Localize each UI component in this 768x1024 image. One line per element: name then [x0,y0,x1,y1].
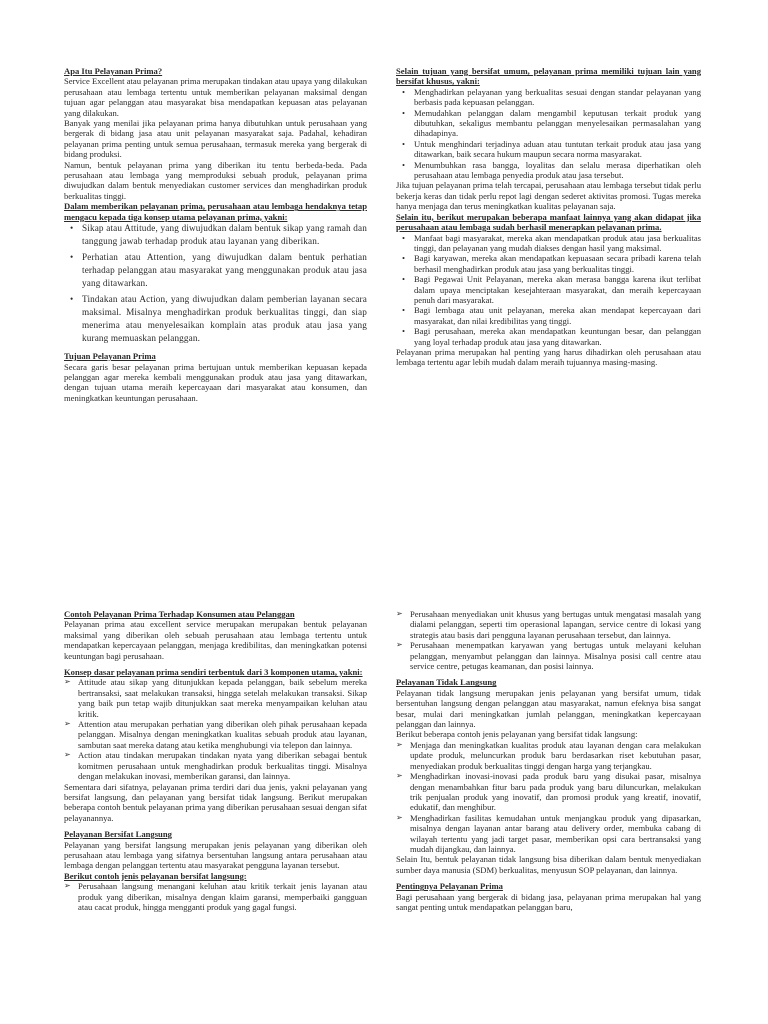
heading-contoh-pelayanan-prima: Contoh Pelayanan Prima Terhadap Konsumen atau Pelanggan [64,609,295,619]
paragraph: Selain Itu, bentuk pelayanan tidak langsung bisa diberikan dalam bentuk menyediakan sumber daya manusia (SDM) berkualitas, menyusun SOP pelayanan, dan lainnya. [396,854,701,875]
heading-contoh-langsung: Berikut contoh jenis pelayanan bersifat langsung: [64,870,247,881]
list-item: ➢ Attitude atau sikap yang ditunjukkan kepada pelanggan, baik sebelum mereka bertransaksi, saat melakukan transaksi, hingga setelah melakukan transaksi. Sikap yang baik pun tetap wajib ditunjukkan saat mereka menyampaikan keluhan atau kritik. [64,677,367,719]
heading-konsep-dasar: Konsep dasar pelayanan prima sendiri terbentuk dari 3 komponen utama, yakni: [64,667,363,678]
heading-pelayanan-bersifat-langsung: Pelayanan Bersifat Langsung [64,829,172,840]
section-top-right [396,66,701,368]
paragraph: Banyak yang menilai jika pelayanan prima hanya dibutuhkan untuk perusahaan yang bergerak di bidang jasa atau unit pelayanan masyarakat saja. Padahal, kehadiran pelayanan prima penting untuk semua perusahaan, termasuk mereka yang bergerak di bidang produksi. [64,118,367,160]
list-item: • Sikap atau Attitude, yang diwujudkan dalam bentuk sikap yang ramah dan tanggung jawab terhadap produk atau layanan yang diberikan. [64,222,367,248]
contoh-langsung-list [64,881,367,912]
contoh-tidak-langsung-list [396,740,701,854]
heading-pentingnya-pelayanan-prima: Pentingnya Pelayanan Prima [396,881,503,892]
section-top-left [64,66,367,403]
list-item: • Bagi lembaga atau unit pelayanan, mereka akan mendapat kepercayaan dari masyarakat, dan nilai kredibilitas yang tinggi. [396,305,701,326]
list-item: • Bagi karyawan, mereka akan mendapatkan kepuasaan secara pribadi karena telah berhasil menghadirkan produk atau jasa yang berkualitas tinggi. [396,253,701,274]
list-item: • Manfaat bagi masyarakat, mereka akan mendapatkan produk atau jasa berkualitas tinggi, dan pelayanan yang mudah diakses dengan hasil yang maksimal. [396,233,701,254]
list-item: • Tindakan atau Action, yang diwujudkan dalam pemberian layanan secara maksimal. Misalnya menghadirkan produk berkualitas tinggi, dan siap menerima atau menyelesaikan komplain atas produk atau jasa yang kurang memuaskan pelanggan. [64,293,367,345]
list-item: • Perhatian atau Attention, yang diwujudkan dalam bentuk perhatian terhadap pelanggan atau masyarakat yang menggunakan produk atau jasa yang ditawarkan. [64,251,367,290]
heading-tujuan-pelayanan-prima: Tujuan Pelayanan Prima [64,351,156,362]
heading-pelayanan-tidak-langsung: Pelayanan Tidak Langsung [396,677,497,688]
paragraph: Pelayanan yang bersifat langsung merupakan jenis pelayanan yang diberikan oleh perusahaan atau lembaga yang sifatnya bersentuhan langsung antara perusahaan atau lembaga dengan pelanggan tertentu atau masyarakat pengguna layanan tersebut. [64,839,367,871]
list-item: • Menumbuhkan rasa bangga, loyalitas dan selalu merasa diperhatikan oleh perusahaan atau lembaga penyedia produk atau jasa tersebut. [396,160,701,181]
konsep-list [64,222,367,345]
list-item: • Untuk menghindari terjadinya aduan atau tuntutan terkait produk atau jasa yang ditawarkan, baik secara hukum maupun secara norma masyarakat. [396,139,701,160]
manfaat-list [396,233,701,347]
list-item: • Menghadirkan pelayanan yang berkualitas sesuai dengan standar pelayanan yang berbasis pada kepuasan pelanggan. [396,87,701,108]
paragraph: Service Excellent atau pelayanan prima merupakan tindakan atau upaya yang dilakukan perusahaan atau lembaga tertentu untuk memberikan pelayanan maksimal dengan tujuan agar pelanggan atau masyarakat bisa mendapatkan kepuasan atas pelayanan yang dilakukan. [64,76,367,118]
paragraph: Jika tujuan pelayanan prima telah tercapai, perusahaan atau lembaga tersebut tidak perlu bekerja keras dan tidak perlu repot lagi dengan sederet aktivitas promosi. Tugas mereka hanya menjaga dan terus meningkatkan kualitas pelayanan saja. [396,180,701,212]
list-item: • Bagi Pegawai Unit Pelayanan, mereka akan merasa bangga karena ikut terlibat dalam upaya menciptakan kesejahteraan masyarakat, dan meraih kepercayaan penuh dari masyarakat. [396,274,701,305]
list-item: • Bagi perusahaan, mereka akan mendapatkan keuntungan besar, dan pelanggan yang loyal terhadap produk atau jasa yang ditawarkan. [396,326,701,347]
list-item: ➢ Perusahaan menyediakan unit khusus yang bertugas untuk mengatasi masalah yang dialami pelanggan, seperti tim operasional lapangan, service centre di lokasi yang strategis atau basis dari pengguna layanan perusahaan tersebut, dan lainnya. [396,609,701,640]
paragraph: Pelayanan prima atau excellent service merupakan merupakan bentuk pelayanan maksimal yang diberikan oleh sebuah perusahaan atau lembaga tertentu untuk mendapatkan kepercayaan pelanggan, menjaga kredibilitas, dan meningkatkan potensi keuntungan bagi perusahaan. [64,619,367,661]
list-item: ➢ Attention atau merupakan perhatian yang diberikan oleh pihak perusahaan kepada pelanggan. Misalnya dengan meningkatkan kualitas sebuah produk atau layanan, sambutan saat mereka datang atau ketika menghubungi via telepon dan lainnya. [64,719,367,750]
section-bottom-left [64,609,367,912]
list-item: ➢ Menghadirkan inovasi-inovasi pada produk baru yang disukai pasar, misalnya dengan menambahkan fitur baru pada produk yang baru diluncurkan, melakukan trik penjualan produk yang inovatif, dan promosi produk yang kreatif, inovatif, edukatif, dan menghibur. [396,771,701,813]
list-item: ➢ Menjaga dan meningkatkan kualitas produk atau layanan dengan cara melakukan update produk, meluncurkan produk baru berdasarkan riset kebutuhan pasar, menyediakan produk berkualitas tinggi dengan harga yang terjangkau. [396,740,701,771]
heading-manfaat: Selain itu, berikut merupakan beberapa manfaat lainnya yang akan didapat jika perusahaan atau lembaga sudah berhasil menerapkan pelayanan prima. [396,211,701,233]
list-item: ➢ Perusahaan langsung menangani keluhan atau kritik terkait jenis layanan atau produk yang diberikan, misalnya dengan klaim garansi, memperbaiki gangguan atau cacat produk, hingga mengganti produk yang gagal fungsi. [64,881,367,912]
heading-tiga-konsep: Dalam memberikan pelayanan prima, perusahaan atau lembaga hendaknya tetap mengacu kepada tiga konsep utama pelayanan prima, yakni: [64,201,367,222]
list-item: • Memudahkan pelanggan dalam mengambil keputusan terkait produk yang dibutuhkan, sekaligus membantu pelanggan menyelesaikan permasalahan yang dihadapinya. [396,108,701,139]
tujuan-khusus-list [396,87,701,181]
paragraph: Berikut beberapa contoh jenis pelayanan yang bersifat tidak langsung: [396,729,638,740]
paragraph: Bagi perusahaan yang bergerak di bidang jasa, pelayanan prima merupakan hal yang sangat penting untuk mendapatkan pelanggan baru, [396,891,701,912]
paragraph: Sementara dari sifatnya, pelayanan prima terdiri dari dua jenis, yakni pelayanan yang bersifat langsung, dan pelayanan yang bersifat tidak langsung. Berikut merupakan beberapa contoh bentuk pelayanan prima yang diberikan perusahaan sesuai dengan sifat pelayanannya. [64,781,367,823]
paragraph: Pelayanan prima merupakan hal penting yang harus dihadirkan oleh perusahaan atau lembaga tertentu agar lebih mudah dalam meraih tujuannya masing-masing. [396,346,701,368]
heading-apa-itu-pelayanan-prima: Apa Itu Pelayanan Prima? [64,66,163,76]
section-bottom-right [396,609,701,912]
komponen-list [64,677,367,781]
list-item: ➢ Action atau tindakan merupakan tindakan nyata yang diberikan sebagai bentuk komitmen perusahaan untuk menghadirkan produk berkualitas tinggi. Misalnya dengan melakukan inovasi, memberikan garansi, dan lainnya. [64,750,367,781]
paragraph: Namun, bentuk pelayanan prima yang diberikan itu tentu berbeda-beda. Pada perusahaan atau lembaga yang memproduksi sebuah produk, pelayanan prima diwujudkan dalam bentuk menyediakan customer services dan menghadirkan produk berkualitas tinggi. [64,159,367,201]
paragraph: Secara garis besar pelayanan prima bertujuan untuk memberikan kepuasan kepada pelanggan agar mereka kembali menggunakan produk atau jasa yang ditawarkan, dengan tujuan utama meraih kepercayaan dari masyarakat atau konsumen, dan meningkatkan keuntungan perusahaan. [64,361,367,403]
list-item: ➢ Menghadirkan fasilitas kemudahan untuk menjangkau produk yang dipasarkan, misalnya dengan layanan antar barang atau delivery order, membuka cabang di wilayah tertentu yang jadi target pasar, memberikan opsi cara bertransaksi yang mudah dijangkau, dan lainnya. [396,813,701,855]
heading-tujuan-khusus: Selain tujuan yang bersifat umum, pelayanan prima memiliki tujuan lain yang bersifat khusus, yakni: [396,66,701,87]
paragraph: Pelayanan tidak langsung merupakan jenis pelayanan yang bersifat umum, tidak bersentuhan langsung dengan pelanggan atau masyarakat, namun efeknya bisa sangat besar, mulai dari meningkatkan jumlah pelanggan, meningkatkan kepercayaan pelanggan dan lainnya. [396,687,701,730]
list-item: ➢ Perusahaan menempatkan karyawan yang bertugas untuk melayani keluhan pelanggan, menyambut pelanggan dan lainnya. Misalnya posisi call centre atau service centre, petugas keamanan, dan posisi lainnya. [396,640,701,671]
contoh-langsung-list-continued [396,609,701,671]
